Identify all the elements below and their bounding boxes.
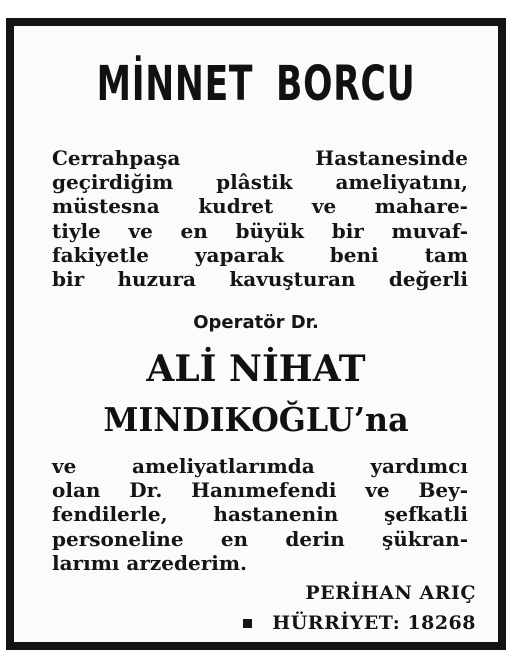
bullet-square-icon (243, 619, 252, 628)
intro-line: fakiyetle yaparak beni tam (52, 242, 468, 267)
doctor-name-surname: MINDIKOĞLU’na (103, 400, 409, 439)
closing-paragraph (52, 454, 468, 575)
intro-line: bir huzura kavuşturan değerli (52, 266, 468, 291)
signature: PERİHAN ARIÇ (305, 582, 476, 604)
ad-border (6, 18, 506, 650)
ad-title: MİNNET BORCU (96, 56, 416, 112)
closing-line: fendilerle, hastanenin şefkatli (52, 502, 468, 527)
intro-line: Cerrahpaşa Hastanesinde (52, 146, 468, 170)
closing-line-last: larımı arzederim. (52, 550, 247, 575)
intro-line: tiyle ve en büyük bir muvaf- (52, 218, 468, 243)
doctor-name-first: ALİ NİHAT (146, 348, 366, 390)
intro-line: müstesna kudret ve mahare- (52, 194, 468, 219)
closing-line: personeline en derin şükran- (52, 526, 468, 551)
reference-text: HÜRRİYET: 18268 (272, 612, 476, 634)
closing-line: ve ameliyatlarımda yardımcı (52, 454, 468, 478)
operator-label: Operatör Dr. (193, 312, 319, 333)
intro-line: geçirdiğim plâstik ameliyatını, (52, 170, 468, 195)
closing-line: olan Dr. Hanımefendi ve Bey- (52, 478, 468, 503)
intro-paragraph (52, 146, 468, 291)
newspaper-reference (243, 612, 476, 634)
